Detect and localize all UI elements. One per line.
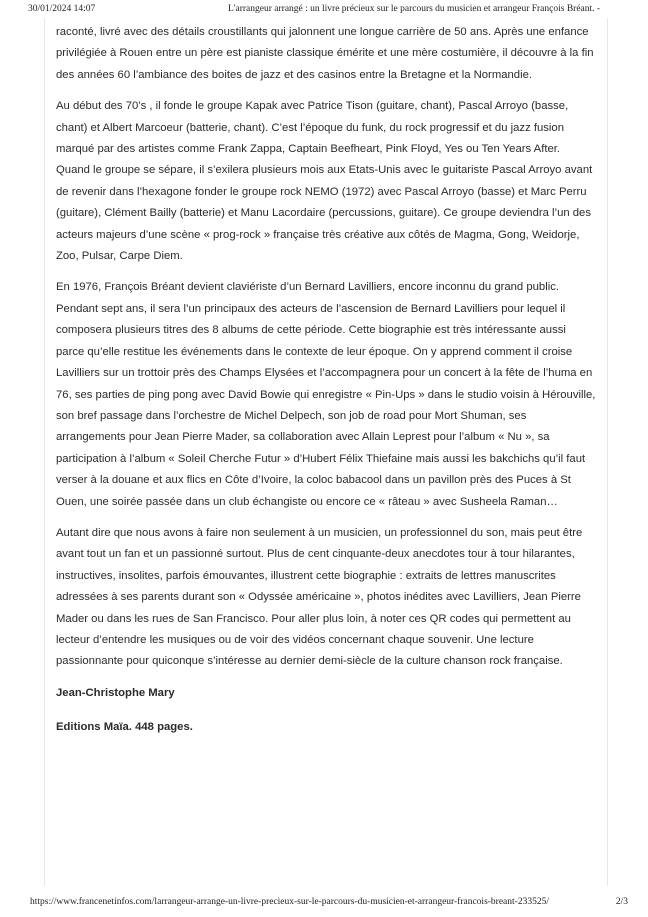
article-body xyxy=(56,22,596,752)
print-datetime: 30/01/2024 14:07 xyxy=(28,4,96,14)
print-footer xyxy=(30,897,628,911)
article-publisher: Editions Maïa. 448 pages. xyxy=(56,721,193,734)
article-paragraph-3: En 1976, François Bréant devient claviériste d’un Bernard Lavilliers, encore inconnu du grand public. Pendant sept ans, il sera l’un principaux des acteurs de l’ascension de Bernard Lavilliers pour lequel il composera plusieurs titres des 8 albums de cette période. Cette biographie est très intéressante aussi parce qu’elle restitue les événements dans le contexte de leur époque. On y apprend comment il croise Lavilliers sur un trottoir près des Champs Elysées et l’accompagnera pour un concert à la fête de l’huma en 76, ses parties de ping pong avec David Bowie qui enregistre « Pin-Ups » dans le studio voisin à Hérouville, son bref passage dans l’orchestre de Michel Delpech, son job de road pour Mort Shuman, ses arrangements pour Jean Pierre Mader, sa collaboration avec Allain Leprest pour l’album « Nu », sa participation à l’album « Soleil Cherche Futur » d’Hubert Félix Thiefaine mais aussi les bakchichs qu’il faut verser à la douane et aux flics en Côte d’Ivoire, la coloc babacool dans un pavillon près des Puces à St Ouen, une soirée passée dans un club échangiste ou encore ce « râteau » avec Susheela Raman… xyxy=(56,281,596,508)
article-paragraph-4: Autant dire que nous avons à faire non seulement à un musicien, un professionnel du son, mais peut être avant tout un fan et un passionné surtout. Plus de cent cinquante-deux anecdotes tour à tour hilarantes, instructives, insolites, parfois émouvantes, illustrent cette biographie : extraits de lettres manuscrites adressées à ses parents durant son « Odyssée américaine », photos inédites avec Lavilliers, Jean Pierre Mader ou dans les rues de San Francisco. Pour aller plus loin, à noter ces QR codes qui permettent au lecteur d’entendre les musiques ou de voir des vidéos concernant chaque souvenir. Une lecture passionnante pour quiconque s’intéresse au dernier demi-siècle de la culture chanson rock française. xyxy=(56,526,583,668)
print-header xyxy=(28,4,628,18)
article-paragraph-2: Au début des 70’s , il fonde le groupe Kapak avec Patrice Tison (guitare, chant), Pascal Arroyo (basse, chant) et Albert Marcoeur (batterie, chant). C’est l’époque du funk, du rock progressif et du jazz fusion marqué par des artistes comme Frank Zappa, Captain Beefheart, Pink Floyd, Yes ou Ten Years After. Quand le groupe se sépare, il s’exilera plusieurs mois aux Etats-Unis avec le guitariste Pascal Arroyo avant de revenir dans l’hexagone fonder le groupe rock NEMO (1972) avec Pascal Arroyo (basse) et Marc Perru (guitare), Clément Bailly (batterie) et Manu Lacordaire (percussions, guitare). Ce groupe deviendra l’un des acteurs majeurs d’une scène « prog-rock » française très créative aux côtés de Magma, Gong, Weidorje, Zoo, Pulsar, Carpe Diem. xyxy=(56,100,593,263)
print-page-title: L'arrangeur arrangé : un livre précieux sur le parcours du musicien et arrangeur François Bréant. - xyxy=(228,4,601,14)
article-author: Jean-Christophe Mary xyxy=(56,686,175,699)
article-paragraph-1: raconté, livré avec des détails croustillants qui jalonnent une longue carrière de 50 ans. Après une enfance privilégiée à Rouen entre un père est pianiste classique émérite et une mère costumière, il découvre à la fin des années 60 l’ambiance des boites de jazz et des casinos entre la Bretagne et la Normandie. xyxy=(56,26,594,81)
print-page-number: 2/3 xyxy=(615,897,628,907)
print-url: https://www.francenetinfos.com/larrangeur-arrange-un-livre-precieux-sur-le-parcours-du-musicien-et-arrangeur-francois-breant-233525/ xyxy=(30,897,549,907)
